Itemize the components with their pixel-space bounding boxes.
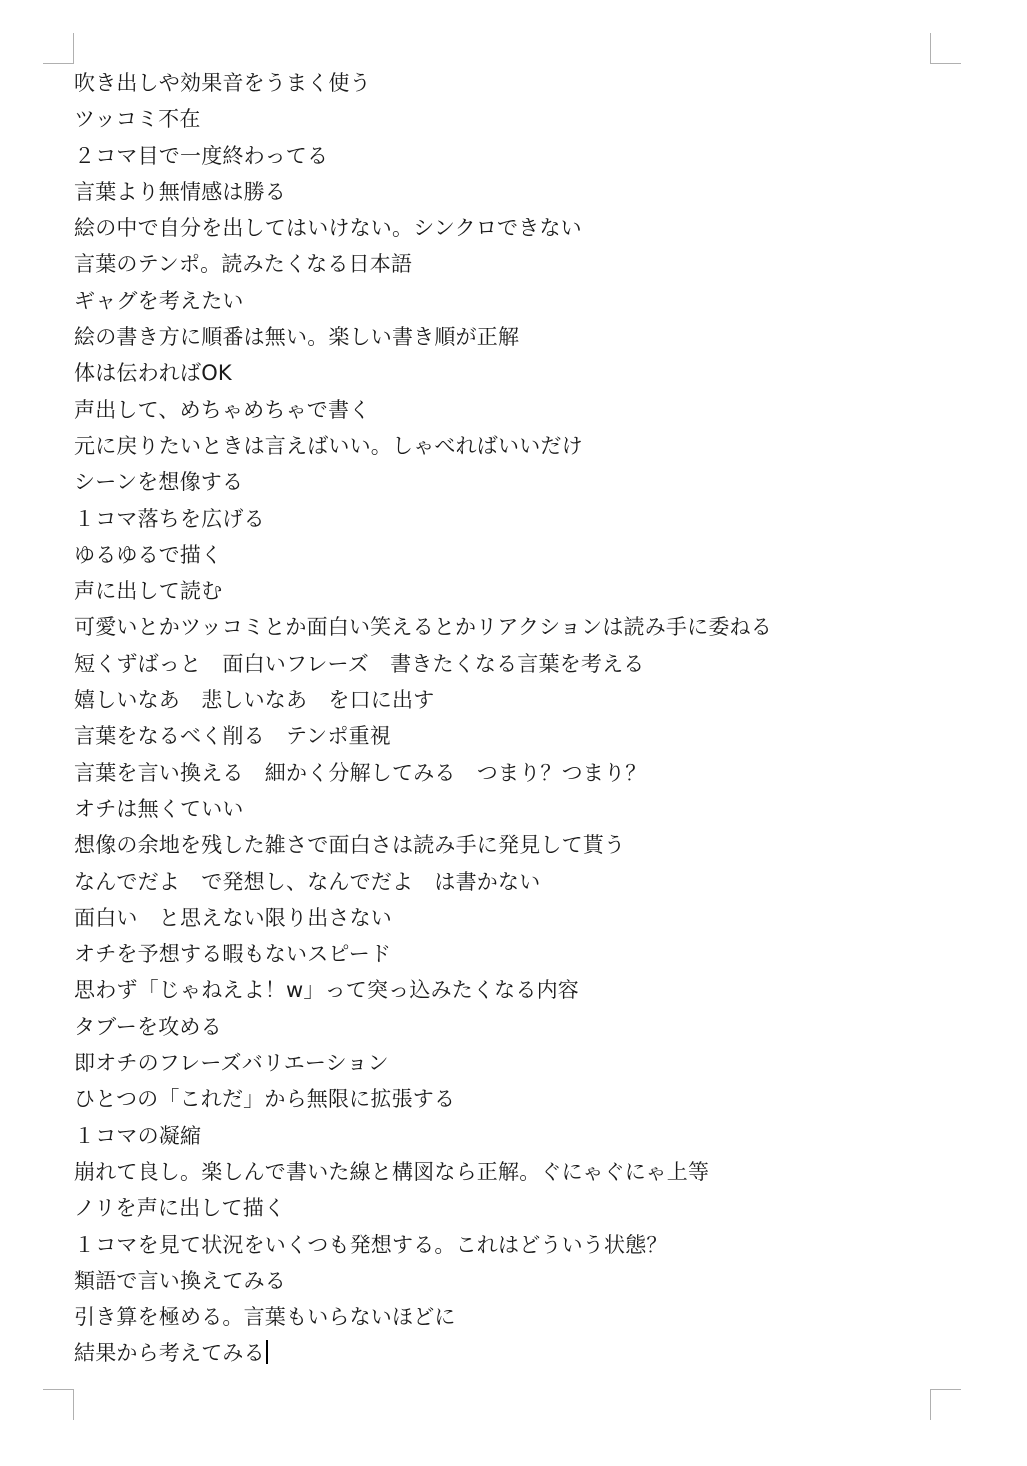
crop-mark-top-left-vertical: [73, 33, 74, 64]
text-line[interactable]: 声に出して読む: [74, 579, 223, 604]
text-line[interactable]: タブーを攻める: [74, 1014, 222, 1039]
text-line[interactable]: 短くずばっと 面白いフレーズ 書きたくなる言葉を考える: [74, 651, 645, 676]
text-line[interactable]: 即オチのフレーズバリエーション: [74, 1051, 389, 1076]
text-line[interactable]: 崩れて良し。楽しんで書いた線と構図なら正解。ぐにゃぐにゃ上等: [74, 1159, 710, 1184]
text-line[interactable]: 元に戻りたいときは言えばいい。しゃべればいいだけ: [74, 433, 583, 458]
text-line-last[interactable]: [74, 1335, 954, 1371]
text-line[interactable]: ツッコミ不在: [74, 107, 201, 132]
crop-mark-top-right-horizontal: [930, 63, 961, 64]
text-line-last-content: 結果から考えてみる: [74, 1341, 265, 1366]
text-line[interactable]: 言葉のテンポ。読みたくなる日本語: [74, 252, 413, 277]
text-line[interactable]: ギャグを考えたい: [74, 288, 244, 313]
text-line[interactable]: オチを予想する暇もないスピード: [74, 942, 392, 967]
text-line[interactable]: 絵の書き方に順番は無い。楽しい書き順が正解: [74, 325, 520, 350]
crop-mark-bottom-right-vertical: [930, 1389, 931, 1420]
text-line[interactable]: ２コマ目で一度終わってる: [74, 143, 329, 168]
text-caret: [266, 1340, 268, 1364]
text-line[interactable]: 言葉を言い換える 細かく分解してみる つまり？つまり？: [74, 760, 647, 785]
text-line[interactable]: ひとつの「これだ」から無限に拡張する: [74, 1087, 456, 1112]
crop-mark-top-left-horizontal: [43, 63, 74, 64]
text-line[interactable]: 想像の余地を残した雑さで面白さは読み手に発見して貰う: [74, 833, 626, 858]
text-line[interactable]: 類語で言い換えてみる: [74, 1268, 286, 1293]
text-line[interactable]: ノリを声に出して描く: [74, 1196, 286, 1221]
text-line[interactable]: 吹き出しや効果音をうまく使う: [74, 71, 371, 95]
document-text-area[interactable]: [74, 65, 954, 1372]
text-line[interactable]: 声出して、めちゃめちゃで書く: [74, 397, 371, 422]
text-line[interactable]: なんでだよ で発想し、なんでだよ は書かない: [74, 869, 541, 894]
text-line[interactable]: 思わず「じゃねえよ！w」って突っ込みたくなる内容: [74, 978, 579, 1003]
text-line[interactable]: １コマ落ちを広げる: [74, 506, 265, 531]
text-line[interactable]: 引き算を極める。言葉もいらないほどに: [74, 1305, 456, 1330]
crop-mark-bottom-right-horizontal: [930, 1389, 961, 1390]
crop-mark-top-right-vertical: [930, 33, 931, 64]
text-line[interactable]: 言葉をなるべく削る テンポ重視: [74, 724, 391, 749]
text-line[interactable]: 絵の中で自分を出してはいけない。シンクロできない: [74, 216, 582, 241]
text-line[interactable]: 言葉より無情感は勝る: [74, 179, 286, 204]
text-line[interactable]: １コマを見て状況をいくつも発想する。これはどういう状態？: [74, 1232, 668, 1257]
crop-mark-bottom-left-horizontal: [43, 1389, 74, 1390]
text-line[interactable]: オチは無くていい: [74, 796, 244, 821]
text-line[interactable]: 可愛いとかツッコミとか面白い笑えるとかリアクションは読み手に委ねる: [74, 615, 772, 640]
crop-mark-bottom-left-vertical: [73, 1389, 74, 1420]
text-line[interactable]: 面白い と思えない限り出さない: [74, 905, 392, 930]
text-line[interactable]: １コマの凝縮: [74, 1123, 202, 1148]
text-line[interactable]: シーンを想像する: [74, 470, 244, 495]
text-line[interactable]: ゆるゆるで描く: [74, 542, 223, 567]
text-line[interactable]: 嬉しいなあ 悲しいなあ を口に出す: [74, 688, 435, 713]
text-line[interactable]: 体は伝わればOK: [74, 361, 232, 386]
